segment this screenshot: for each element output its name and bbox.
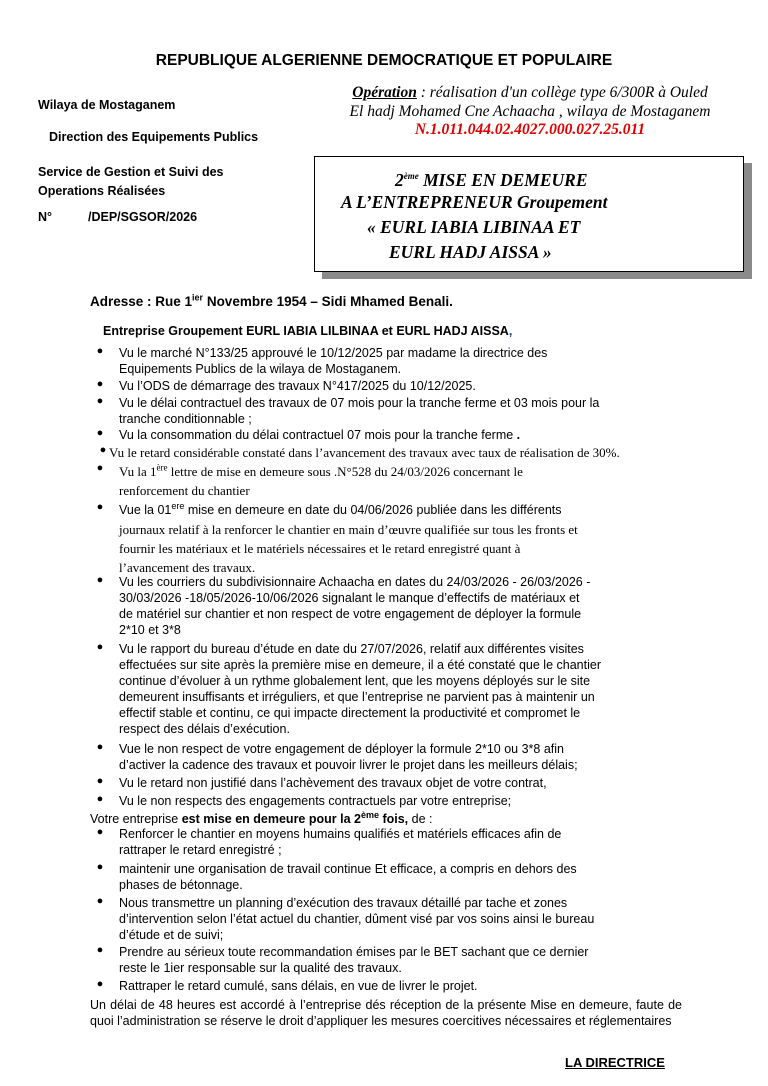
operation-reference: N.1.011.044.02.4027.000.027.25.011	[414, 121, 646, 138]
bullet-icon: ●	[99, 444, 107, 456]
address: Adresse : Rue $1^{ier}$ Novembre 1954 – Sidi Mhamed Benali.	[90, 292, 453, 309]
reference-number: /DEP/SGSOR/2026	[88, 210, 198, 224]
wilaya-label: Wilaya de Mostaganem	[38, 98, 176, 112]
operation-text-1: : réalisation d'un collège type 6/300R à Ouled	[416, 84, 708, 101]
bullet-icon: ●	[96, 378, 104, 390]
title-line-2: A L’ENTREPRENEUR Groupement	[341, 192, 608, 212]
document-header-title: REPUBLIQUE ALGERIENNE DEMOCRATIQUE ET POPULAIRE	[155, 52, 613, 69]
operation-block	[310, 84, 750, 140]
service-label	[38, 163, 224, 201]
bullet-icon: ●	[96, 741, 104, 753]
operation-line-2: El hadj Mohamed Cne Achaacha , wilaya de Mostaganem	[349, 102, 711, 120]
bullet-icon: ●	[96, 427, 104, 439]
title-line-3: « EURL IABIA LIBINAA ET	[367, 217, 581, 237]
service-line-2: Operations Réalisées	[38, 184, 166, 198]
title-box	[314, 156, 744, 272]
bullet-icon: ●	[96, 895, 104, 907]
bullet-icon: ●	[96, 793, 104, 805]
bullet-icon: ●	[96, 826, 104, 838]
reference-number-label: N°	[38, 210, 53, 224]
bullet-icon: ●	[96, 978, 104, 990]
operation-line-1	[310, 84, 750, 103]
injunction-sentence: Votre entreprise est mise en demeure pour la 2ème fois, de :	[90, 809, 433, 826]
title-line-4: EURL HADJ AISSA »	[389, 242, 552, 262]
service-line-1: Service de Gestion et Suivi des	[38, 165, 224, 179]
bullet-icon: ●	[96, 345, 104, 357]
signature-title: LA DIRECTRICE	[565, 1055, 665, 1070]
title-line-1: 2ème MISE EN DEMEURE	[395, 170, 588, 190]
bullet-icon: ●	[96, 944, 104, 956]
bullet-icon: ●	[96, 775, 104, 787]
bullet-icon: ●	[96, 462, 104, 474]
operation-label: Opération	[352, 84, 417, 101]
bullet-icon: ●	[96, 574, 104, 586]
bullet-icon: ●	[96, 641, 104, 653]
recipient-company: Entreprise Groupement EURL IABIA LILBINAA et EURL HADJ AISSA,	[103, 324, 513, 338]
bullet-icon: ●	[96, 861, 104, 873]
bullet-icon: ●	[96, 395, 104, 407]
closing-paragraph: Un délai de 48 heures est accordé à l’entreprise dés réception de la présente Mise en demeure, faute de quoi l’administration se réserve le droit d’appliquer les mesures coercitives nécessaires et réglementaires	[90, 998, 682, 1028]
direction-label: Direction des Equipements Publics	[49, 130, 259, 144]
bullet-icon: ●	[96, 501, 104, 513]
